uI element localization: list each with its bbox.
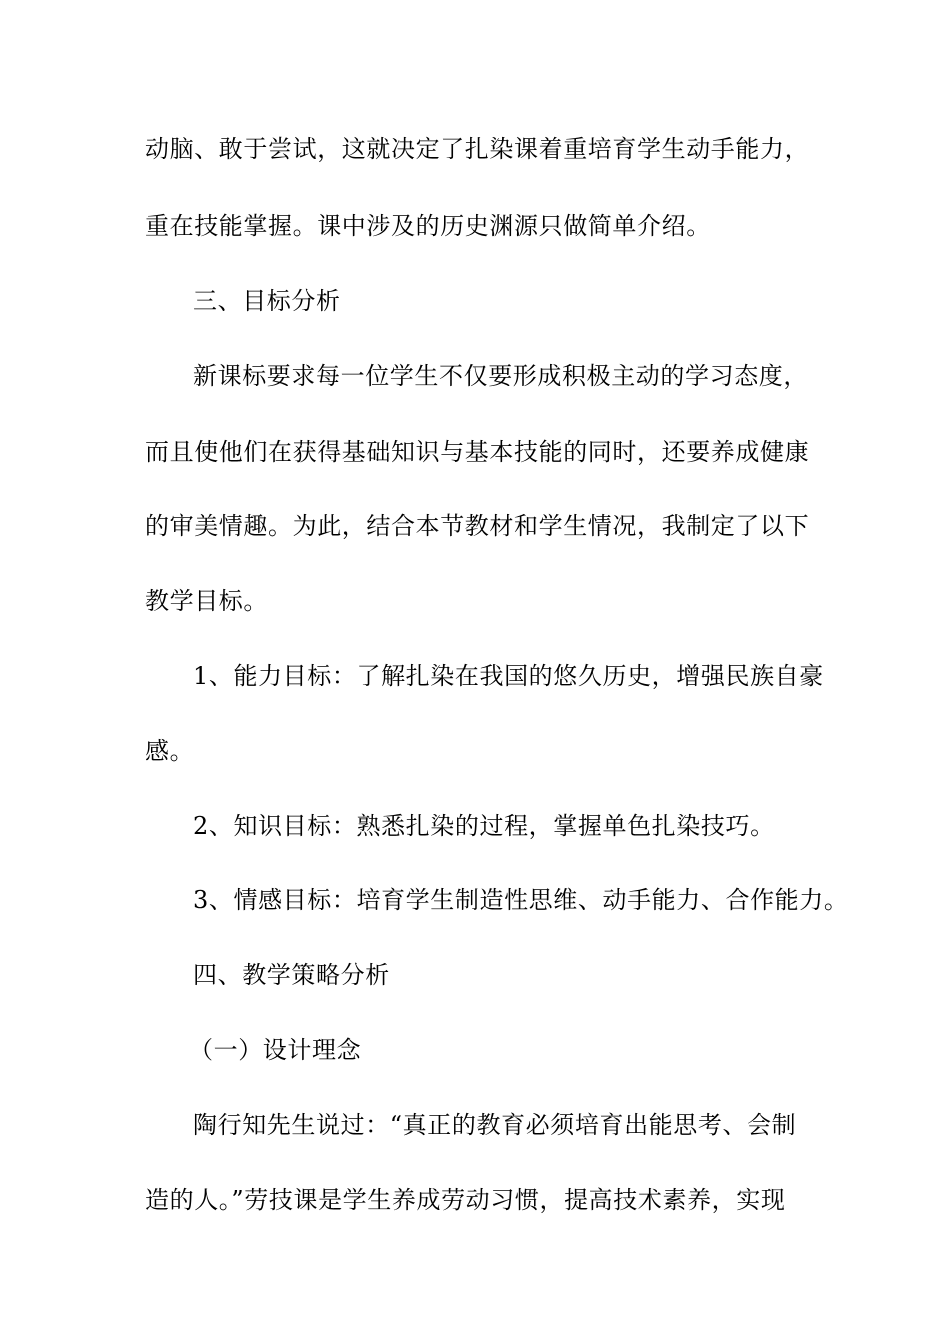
list-item-emotion-goal: 3、情感目标：培育学生制造性思维、动手能力、合作能力。: [193, 886, 849, 914]
list-item-knowledge-goal: 2、知识目标：熟悉扎染的过程，掌握单色扎染技巧。: [193, 812, 775, 840]
section-heading-strategy-analysis: 四、教学策略分析: [193, 961, 390, 989]
list-item-ability-goal: 1、能力目标：了解扎染在我国的悠久历史，增强民族自豪: [193, 662, 824, 690]
paragraph-line: 动脑、敢于尝试，这就决定了扎染课着重培育学生动手能力，: [145, 135, 810, 163]
paragraph-line: 教学目标。: [145, 587, 268, 615]
subsection-heading-design-concept: （一）设计理念: [189, 1036, 362, 1064]
paragraph-line: 新课标要求每一位学生不仅要形成积极主动的学习态度，: [193, 362, 808, 390]
paragraph-line: 而且使他们在获得基础知识与基本技能的同时，还要养成健康: [145, 438, 810, 466]
paragraph-line: 陶行知先生说过：“真正的教育必须培育出能思考、会制: [193, 1111, 797, 1139]
section-heading-goal-analysis: 三、目标分析: [193, 287, 341, 315]
paragraph-line: 重在技能掌握。课中涉及的历史渊源只做简单介绍。: [145, 212, 711, 240]
paragraph-line: 造的人。”劳技课是学生养成劳动习惯，提高技术素养，实现: [145, 1186, 786, 1214]
paragraph-line: 感。: [145, 737, 195, 765]
paragraph-line: 的审美情趣。为此，结合本节教材和学生情况，我制定了以下: [145, 512, 810, 540]
